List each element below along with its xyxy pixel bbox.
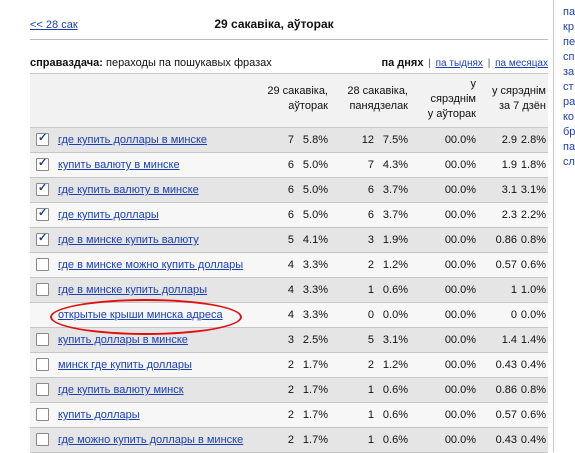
cell-today-pct: 1.7% (302, 434, 328, 446)
cell-today-pct: 4.1% (302, 234, 328, 246)
cell-today: 5 (287, 234, 294, 246)
cell-yest-pct: 3.1% (382, 334, 408, 346)
cell-avg7: 1.9 (501, 159, 517, 171)
cell-avg7: 2.3 (501, 209, 517, 221)
table-row (30, 378, 548, 403)
cell-yest: 1 (367, 409, 374, 421)
cell-yest-pct: 1.2% (382, 359, 408, 371)
cell-yest-pct: 3.7% (382, 184, 408, 196)
cell-avg7-pct: 1.8% (520, 159, 546, 171)
top-navigation (0, 0, 548, 52)
cell-today-pct: 2.5% (302, 334, 328, 346)
sidebar-link-fragment[interactable]: кр (563, 21, 574, 33)
cell-today: 4 (287, 259, 294, 271)
cell-avg7: 0 (510, 309, 517, 321)
sidebar-link-fragment[interactable]: па (563, 141, 575, 153)
cell-yest: 2 (367, 259, 374, 271)
phrases-table (30, 73, 548, 453)
row-checkbox[interactable] (36, 133, 49, 146)
cell-avg7: 0.57 (495, 409, 517, 421)
cell-avg-pct: 0.0% (450, 434, 476, 446)
cell-yest: 12 (361, 134, 374, 146)
table-row (30, 253, 548, 278)
cell-avg7: 0.43 (495, 359, 517, 371)
cell-avg: 0 (444, 134, 451, 146)
column-header-avg7-line2: за 7 дзён (498, 100, 546, 112)
row-checkbox[interactable] (36, 208, 49, 221)
cell-yest: 6 (367, 209, 374, 221)
report-label-text: пераходы па пошукавых фразах (102, 57, 272, 69)
cell-avg7-pct: 0.6% (520, 409, 546, 421)
cell-avg-pct: 0.0% (450, 384, 476, 396)
cell-today: 2 (287, 409, 294, 421)
phrase-link[interactable]: где в минске можно купить доллары (58, 259, 244, 271)
divider (30, 39, 548, 40)
row-checkbox[interactable] (36, 258, 49, 271)
cell-yest-pct: 1.2% (382, 259, 408, 271)
cell-today: 2 (287, 359, 294, 371)
cell-avg: 0 (444, 184, 451, 196)
cell-yest: 3 (367, 234, 374, 246)
cell-yest-pct: 0.6% (382, 384, 408, 396)
column-header-avg-line2: сярэднім (430, 93, 476, 105)
period-separator: | (487, 58, 491, 69)
phrase-link[interactable]: купить валюту в минске (58, 159, 180, 171)
table-row (30, 353, 548, 378)
cell-avg7: 0.57 (495, 259, 517, 271)
cell-avg: 0 (444, 434, 451, 446)
column-header-yesterday-line2: панядзелак (349, 100, 408, 112)
row-checkbox[interactable] (36, 233, 49, 246)
sidebar-link-fragment[interactable]: ст (563, 81, 574, 93)
cell-today: 2 (287, 434, 294, 446)
phrase-link[interactable]: где купить доллары в минске (58, 134, 208, 146)
cell-today: 7 (287, 134, 294, 146)
phrase-link[interactable]: где в минске купить доллары (58, 284, 208, 296)
cell-yest-pct: 0.6% (382, 284, 408, 296)
red-annotation-ellipse (50, 299, 242, 335)
phrase-link[interactable]: открытые крыши минска адреса (58, 309, 223, 321)
cell-yest-pct: 1.9% (382, 234, 408, 246)
column-header-yesterday-line1: 28 сакавіка, (347, 85, 408, 97)
table-row (30, 403, 548, 428)
phrase-link[interactable]: купить доллары в минске (58, 334, 188, 346)
cell-yest-pct: 0.6% (382, 409, 408, 421)
period-switcher (381, 57, 548, 69)
cell-yest-pct: 0.0% (382, 309, 408, 321)
cell-avg7-pct: 0.0% (520, 309, 546, 321)
period-separator: | (428, 58, 431, 69)
cell-avg-pct: 0.0% (450, 134, 476, 146)
column-header-today-line2: аўторак (288, 100, 328, 112)
cell-yest: 1 (367, 434, 374, 446)
cell-yest: 2 (367, 359, 374, 371)
report-label-title: справаздача: (30, 57, 103, 69)
cell-avg7: 3.1 (501, 184, 517, 196)
cell-yest: 1 (367, 284, 374, 296)
phrase-link[interactable]: минск где купить доллары (58, 359, 192, 371)
cell-avg-pct: 0.0% (450, 234, 476, 246)
cell-today: 6 (287, 209, 294, 221)
cell-avg7-pct: 0.4% (520, 359, 546, 371)
table-body (30, 128, 548, 453)
previous-day-link[interactable]: << 28 сак (30, 19, 78, 31)
cell-today: 4 (287, 309, 294, 321)
table-row (30, 228, 548, 253)
cell-avg7-pct: 1.4% (520, 334, 546, 346)
sidebar-link-fragment[interactable]: па (563, 6, 575, 18)
phrase-link[interactable]: купить доллары (58, 409, 140, 421)
cell-yest-pct: 4.3% (382, 159, 408, 171)
cell-today-pct: 3.3% (302, 259, 328, 271)
cell-avg7: 0.86 (495, 384, 517, 396)
table-row (30, 428, 548, 453)
cell-yest-pct: 7.5% (382, 134, 408, 146)
cell-yest-pct: 3.7% (382, 209, 408, 221)
cell-yest: 5 (367, 334, 374, 346)
period-months-link[interactable]: па месяцах (495, 58, 548, 69)
sidebar-link-fragment[interactable]: пе (563, 36, 575, 48)
column-header-today-line1: 29 сакавіка, (267, 85, 328, 97)
cell-avg-pct: 0.0% (450, 359, 476, 371)
cell-avg-pct: 0.0% (450, 309, 476, 321)
cell-avg7-pct: 0.6% (520, 259, 546, 271)
cell-avg: 0 (444, 259, 451, 271)
cell-avg-pct: 0.0% (450, 409, 476, 421)
cell-avg7-pct: 1.0% (520, 284, 546, 296)
phrase-link[interactable]: где купить валюту в минске (58, 184, 199, 196)
sidebar-link-fragment[interactable]: ра (563, 96, 575, 108)
cell-avg: 0 (444, 384, 451, 396)
cell-avg7: 0.43 (495, 434, 517, 446)
cell-avg: 0 (444, 334, 451, 346)
row-checkbox[interactable] (36, 333, 49, 346)
cell-today-pct: 3.3% (302, 309, 328, 321)
column-header-avg-weekday (428, 77, 476, 122)
cell-today: 4 (287, 284, 294, 296)
cell-yest: 0 (367, 309, 374, 321)
cell-avg7-pct: 0.8% (520, 384, 546, 396)
cell-avg-pct: 0.0% (450, 184, 476, 196)
cell-today-pct: 1.7% (302, 384, 328, 396)
report-label (30, 57, 272, 69)
cell-avg: 0 (444, 409, 451, 421)
phrase-link[interactable]: где в минске купить валюту (58, 234, 199, 246)
sidebar-link-fragment[interactable]: бр (563, 126, 575, 138)
phrase-link[interactable]: где можно купить доллары в минске (58, 434, 244, 446)
column-header-avg-line3: у аўторак (427, 108, 476, 120)
period-weeks-link[interactable]: па тыднях (435, 58, 483, 69)
cell-avg7-pct: 0.4% (520, 434, 546, 446)
row-checkbox[interactable] (36, 408, 49, 421)
table-row (30, 128, 548, 153)
cell-avg: 0 (444, 309, 451, 321)
cell-yest: 6 (367, 184, 374, 196)
table-header (30, 73, 548, 128)
cell-avg-pct: 0.0% (450, 259, 476, 271)
cell-avg-pct: 0.0% (450, 334, 476, 346)
sidebar-link-fragment[interactable]: ко (563, 111, 575, 123)
cell-avg7: 0.86 (495, 234, 517, 246)
cell-today-pct: 3.3% (302, 284, 328, 296)
row-checkbox[interactable] (36, 383, 49, 396)
sidebar-link-fragment[interactable]: сп (563, 51, 575, 63)
column-header-avg-line1: у (470, 78, 476, 90)
column-header-yesterday (347, 84, 408, 114)
cell-today: 2 (287, 384, 294, 396)
column-header-avg-7days (492, 84, 546, 114)
date-title: 29 сакавіка, аўторак (214, 17, 334, 31)
sidebar-link-fragment[interactable]: сл (563, 156, 575, 168)
cell-avg-pct: 0.0% (450, 209, 476, 221)
cell-avg7-pct: 3.1% (520, 184, 546, 196)
cell-avg: 0 (444, 234, 451, 246)
cell-today-pct: 5.0% (302, 184, 328, 196)
sidebar-link-fragment[interactable]: за (563, 66, 575, 78)
cell-today-pct: 5.0% (302, 209, 328, 221)
cell-avg-pct: 0.0% (450, 159, 476, 171)
cell-today: 6 (287, 159, 294, 171)
cell-today-pct: 1.7% (302, 359, 328, 371)
column-header-avg7-line1: у сярэднім (491, 85, 546, 97)
cell-yest-pct: 0.6% (382, 434, 408, 446)
table-row (30, 153, 548, 178)
cell-today-pct: 5.8% (302, 134, 328, 146)
cell-avg7: 1 (510, 284, 517, 296)
cell-avg: 0 (444, 159, 451, 171)
phrase-link[interactable]: где купить доллары (58, 209, 159, 221)
phrase-link[interactable]: где купить валюту минск (58, 384, 184, 396)
cell-today: 3 (287, 334, 294, 346)
row-checkbox[interactable] (36, 283, 49, 296)
cell-today-pct: 1.7% (302, 409, 328, 421)
cell-avg: 0 (444, 209, 451, 221)
cell-yest: 1 (367, 384, 374, 396)
cell-avg: 0 (444, 284, 451, 296)
cell-yest: 7 (367, 159, 374, 171)
row-checkbox[interactable] (36, 433, 49, 446)
cell-today-pct: 5.0% (302, 159, 328, 171)
cell-avg7-pct: 2.8% (520, 134, 546, 146)
row-checkbox[interactable] (36, 183, 49, 196)
column-header-today (267, 84, 328, 114)
row-checkbox[interactable] (36, 158, 49, 171)
cell-avg7-pct: 0.8% (520, 234, 546, 246)
table-row (30, 278, 548, 303)
period-days: па днях (381, 57, 424, 69)
right-sidebar-cropped (553, 0, 575, 452)
cell-avg-pct: 0.0% (450, 284, 476, 296)
cell-avg7: 2.9 (501, 134, 517, 146)
cell-today: 6 (287, 184, 294, 196)
cell-avg7-pct: 2.2% (520, 209, 546, 221)
table-row (30, 203, 548, 228)
cell-avg7: 1.4 (501, 334, 517, 346)
table-row (30, 178, 548, 203)
cell-avg: 0 (444, 359, 451, 371)
row-checkbox[interactable] (36, 358, 49, 371)
